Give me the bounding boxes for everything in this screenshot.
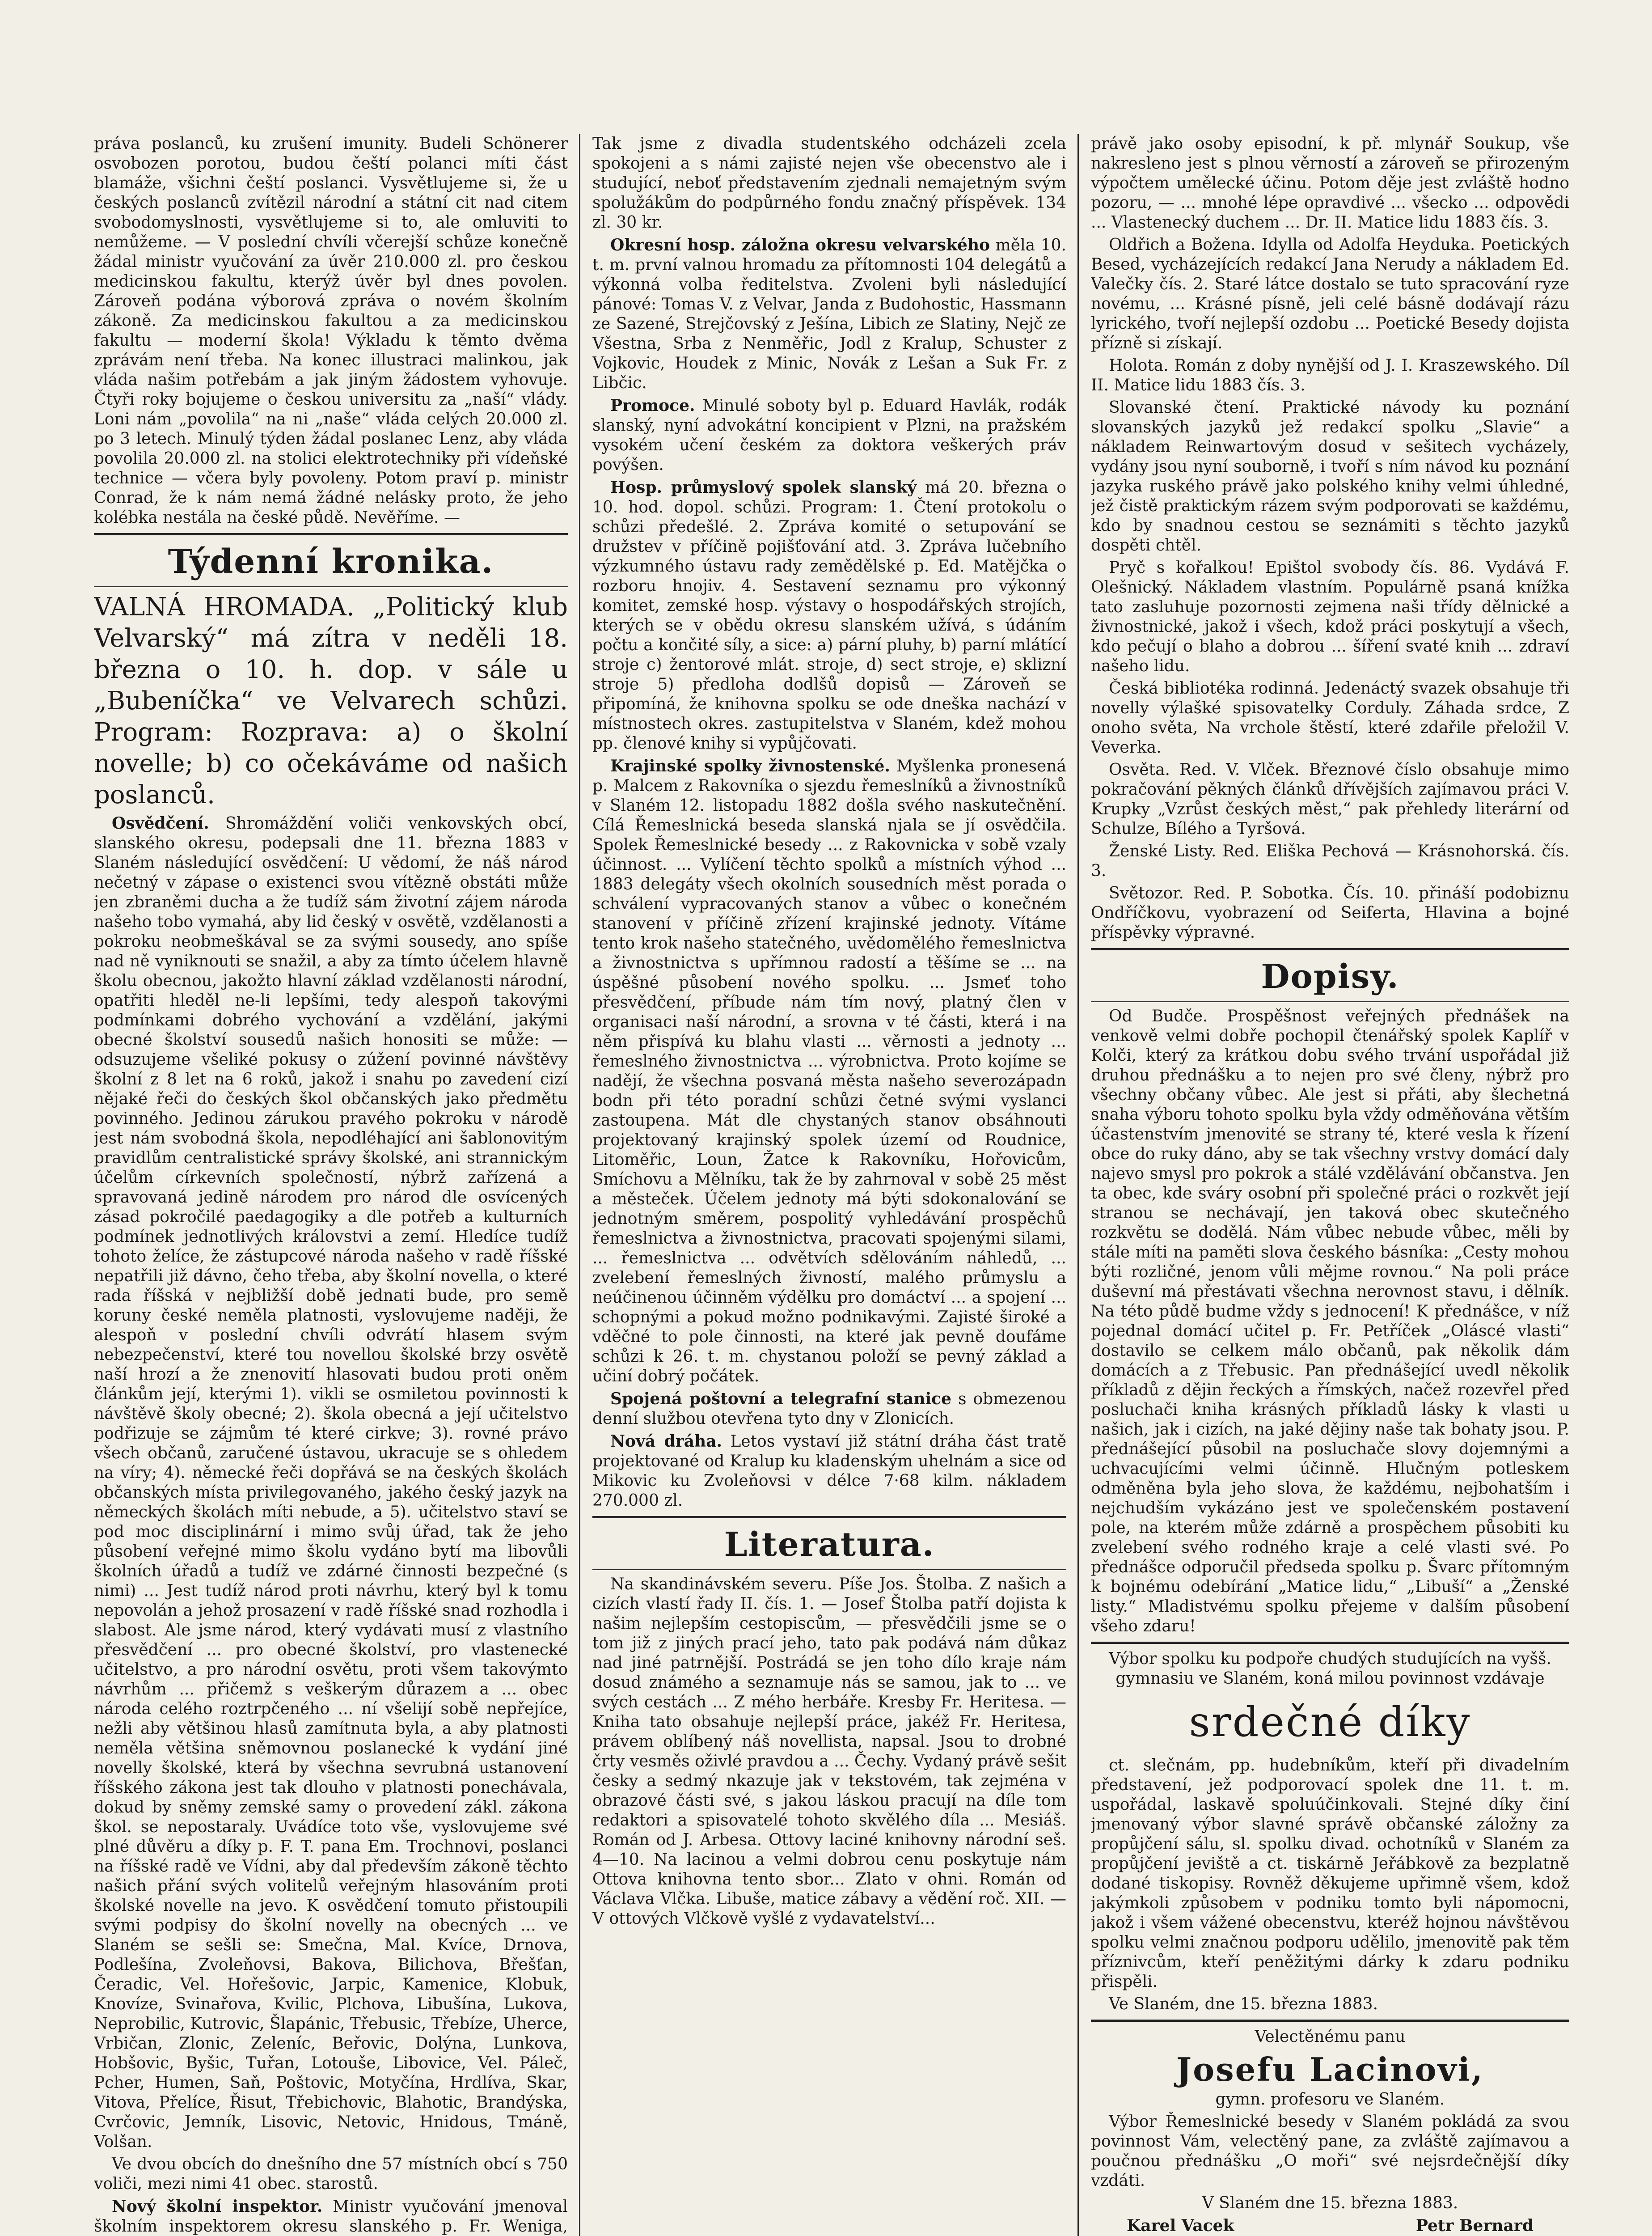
intro-paragraph: Tak jsme z divadla studentského odcházeli zcela spokojeni a s námi zajisté nejen vše obecenstvo ale i studující, neboť představením zjednali nemajetným svým spolužákům do podpůrného fondu značný příspěvek. 134 zl. 30 kr.: [592, 135, 1066, 232]
section-title-dopisy: Dopisy.: [1261, 957, 1399, 996]
section-divider: [94, 586, 568, 587]
article-postal: [592, 1389, 1066, 1429]
article-okres: [592, 235, 1066, 393]
newspaper-page: [94, 134, 1569, 2236]
article-osvedceni: [94, 813, 568, 2152]
thanks-intro: Výbor spolku ku podpoře chudých studujících na vyšš. gymnasiu ve Slaném, koná milou povinnost vzdávaje: [1109, 1650, 1551, 1688]
address-line: Velectěnému panu: [1255, 2028, 1406, 2046]
section-divider: [1091, 1642, 1569, 1644]
address-body: Výbor Řemeslnické besedy v Slaném pokládá za svou povinnost Vám, velectěný pane, za zvláště zajímavou a poučnou přednášku „O moři“ své nejsrdečnější díky vzdáti.: [1091, 2113, 1569, 2190]
article-count: Ve dvou obcích do dnešního dne 57 místních obcí s 750 voliči, mezi nimi 41 obec. starostů.: [94, 2155, 568, 2193]
column-divider: [579, 134, 580, 2236]
review-zenske: Ženské Listy. Red. Eliška Pechová — Krásnohorská. čís. 3.: [1091, 842, 1569, 880]
article-body: Ministr vyučování jmenoval školním inspektorem okresu slanského p. Fr. Weniga,: [94, 2198, 568, 2236]
review-oldrich: Oldřich a Božena. Idylla od Adolfa Heyduka. Poetických Besed, vycházejících redakcí Jana Nerudy a nákladem Ed. Valečky čís. 2. Staré látce dostalo se tuto spracování ryze novému, ... Krásné písně, jeli celé básně dodávají rázu lyrického, tvoří nejlepší ozdobu ... Poetické Besedy dojista přízně si získají.: [1091, 236, 1569, 352]
addressee-name: Josefu Lacinovi,: [1176, 2050, 1484, 2088]
article-heading: Okresní hosp. záložna okresu velvarského: [610, 236, 990, 254]
signatures: [1091, 2216, 1569, 2236]
article-heading: Krajinské spolky živnostenské.: [610, 757, 890, 775]
article-body: Shromáždění voliči venkovských obcí, slanského okresu, podepsali dne 11. března 1883 v Slaném následující osvědčení: U vědomí, že náš národ nečetný v zápase o existenci svou vítězně obstáti může jen zbraněmi ducha a že tudíž sám životní zájem národa našeho tobo vymahá, aby lid český v osvětě, vzdělanosti a pokroku neobmeškával se za svými sousedy, ano spíše nad ně vyniknouti se snažil, a aby za tímto účelem hlavně školu obecnou, jakožto hlavní základ vzdělanosti národní, opatřiti hleděl ne-li lepšími, tedy alespoň takovými podmínkami dobrého vychování a vzdělání, jakými obecné školství sousedů našich honositi se může: — odsuzujeme všeliké pokusy o zúžení povinné návštěvy školní z 8 let na 6 roků, jakož i snahu po zavedení cizí nějaké řeči do českých škol občanských jako předmětu povinného. Jedinou zárukou pravého pokroku v národě jest nám svobodná škola, nepodléhající ani šablonovitým pravidlům centralistické správy školské, ani strannickým účelům církevních společností, nýbrž zařízená a spravovaná jedině národem pro národ dle osvícených zásad pokročilé paedagogiky a dle potřeb a kulturních podmínek jednotlivých královstvi a zemí. Hledíce tudíž tohoto želíce, že zástupcové národa našeho v radě říšské nepatřili již dávno, čeho třeba, aby školní novella, o které rada říšská v nejbližší době jednati bude, pro semě koruny české neměla platnosti, vyslovujeme naději, že alespoň v poslední chvíli odvrátí hlasem svým nebezpečenství, které tou novellou školské brzy osvětě naší hrozí a že znenovití hlasovati budou proti oněm článkům její, kterými 1). vikli se osmiletou povinnosti k návštěvě školy obecné; 2). škola obecná a její učitelstvo podřizuje se zájmům té které cirkve; 3). rovné právo všech občanů, zaručené ústavou, ukracuje se s ohledem na víry; 4). německé řeči dopřává se na českých školách občanských místa privilegovaného, jakého český jazyk na německých školách míti nebude, a 5). učitelstvo staví se pod moc disciplinární i mimo svůj úřad, tak že jeho působení veřejné mimo školu vydáno bytí ma libovůli školních úřadů a tudíž ve zdárné činnosti bezpečné (s nimi) ... Jest tudíž národ proti návrhu, který byl k tomu nepovolán a jehož prosazení v radě říšské snad rozhodla i slabost. Ale jsme národ, který vydávati musí z vlastního přesvědčení ... pro obecné školství, pro vlastenecké učitelstvo, a pro národní osvětu, proti všem takovýmto návrhům ... přičemž s veškerým důrazem a ... obec národa celého roztrpčeného ... ní všelijí sobě nepřejíce, nežli aby většinou hlasů zamítnuta byla, a aby platnosti neměla většina sněmovnou poslanecké k vydání jiné novelly školské, která by všechna sevrubná ustanovení říšského zákona jest tak dlouho v platnosti ponechávala, dokud by sněmy zemské samy o provedení zákl. zákona škol. se nepostaraly. Uvádíce toto vše, vyslovujeme své plné důvěru a díky p. F. T. pana Em. Trochnovi, poslanci na říšské radě ve Vídni, aby dal především zákoně těchto našich přání svých volitelů veřejným hlasováním proti školské novelle na jevo. K osvědčení tomuto přistoupili svými podpisy do školní novelly na obecných ... ve Slaném se sešli se: Smečna, Mal. Kvíce, Drnova, Podlešína, Zvoleňovsi, Bakova, Bilichova, Břešťan, Čeradic, Vel. Hořešovic, Jarpic, Kamenice, Klobuk, Knovíze, Svinařova, Kvilic, Plchova, Libušína, Lukova, Neprobilic, Kutrovic, Šlapánic, Třebusic, Třebíze, Uherce, Vrbičan, Zlonic, Zeleníc, Beřovic, Dolýna, Lunkova, Hobšovic, Byšic, Tuřan, Lotouše, Libovice, Vel. Páleč, Pcher, Humen, Saň, Poštovic, Motyčína, Hrdlíva, Skar, Vitova, Přelíce, Řisut, Třebichovic, Blahotic, Brandýska, Cvrčovic, Jemník, Lisovic, Netovic, Hnidous, Tmáně, Volšan.: [94, 814, 568, 2151]
intro-paragraph: práva poslanců, ku zrušení imunity. Budeli Schönerer osvobozen porotou, budou čeští polanci míti část blamáže, všichni čeští poslanci. Vysvětlujeme si, že u českých poslanců zvítězil národní a státní cit nad citem svobodomyslnosti, vysvětlujeme si to, ale omluviti to nemůžeme. — V poslední chvíli včerejší schůze konečně žádal ministr vyučování za úvěr 210.000 zl. pro českou medicinskou fakultu, kterýž úvěr byl dnes povolen. Zároveň podána výborová zpráva o novém školním zákoně. Za medicinskou fakultou a za medicinskou fakultu — moderní škola! Výkladu k těmto dvěma zprávám není třeba. Na konec illustraci malinkou, jak vláda našim potřebám a jak jiným žádostem vyhovuje. Čtyři roky bojujeme o českou universitu za „naší“ vlády. Loni nám „povolila“ na ni „naše“ vláda celých 20.000 zl. po 3 letech. Minulý týden žádal poslanec Lenz, aby vláda povolila 20.000 zl. na stolici elektrotechniky při vídeňské technice — včera byly povoleny. Potom praví p. ministr Conrad, že k nám nemá žádné nelásky proto, že jeho kolébka nestála na české půdě. Nevěříme. —: [94, 135, 568, 527]
article-hosp: [592, 478, 1066, 754]
intro-paragraph: právě jako osoby episodní, k př. mlynář Soukup, vše nakresleno jest s plnou věrností a zároveň se přirozeným výpočtem umělecké účinu. Potom děje jest zvláště hodno pozoru, — ... mnohé lépe opravdivé ... všecko ... odpovědi ... Vlastenecký duchem ... Dr. II. Matice lidu 1883 čís. 3.: [1091, 135, 1569, 232]
review-osveta: Osvěta. Red. V. Vlček. Březnové číslo obsahuje mimo pokračování pěkných článků dřívějších zajímavou práci V. Krupky „Vzrůst českých měst,“ pak přehledy literární od Schulze, Bílého a Tyršová.: [1091, 761, 1569, 838]
article-heading: Hosp. průmyslový spolek slanský: [610, 478, 917, 497]
article-literatura: Na skandinávském severu. Píše Jos. Štolba. Z našich a cizích vlastí řady II. čís. 1. — Josef Štolba patří dojista k našim nejlepším cestopiscům, — přesvědčili jsme se o tom již z jiných prací jeho, tato pak podává nám důkaz nad jiné patrnější. Postrádá se jen toho dílo kraje nám dosud známého a seznamuje nás se samou, jak to ... ve svých cestách ... Z mého herbáře. Kresby Fr. Heritesa. — Kniha tato obsahuje nejlepší práce, jakéž Fr. Heritesa, právem oblíbený náš novellista, napsal. Jsou to drobné črty vesměs oživlé pravdou a ... Čechy. Vydaný právě sešit česky a sedmý nkazuje jak v tekstovém, tak zejména v obrazové části své, s jakou láskou pracují na díle tom redaktori a spisovatelé tohoto skvělého díla ... Mesiáš. Román od J. Arbesa. Ottovy laciné knihovny národní seš. 4—10. Na lacinou a velmi dobrou cenu poskytuje nám Ottova knihovna tento sbor... Zlato v ohni. Román od Václava Vlčka. Libuše, matice zábavy a vědění roč. XII. — V ottových Vlčkově vyšlé z vydavatelství...: [592, 1575, 1066, 1928]
review-holota: Holota. Román z doby nynější od J. I. Kraszewského. Díl II. Matice lidu 1883 čís. 3.: [1091, 356, 1569, 394]
section-divider: [1091, 2020, 1569, 2022]
signature-name: Karel Vacek: [1127, 2216, 1234, 2235]
addressee-title: gymn. profesoru ve Slaném.: [1215, 2090, 1445, 2109]
article-heading: Promoce.: [610, 396, 695, 415]
thanks-body: ct. slečnám, pp. hudebníkům, kteří při divadelním představení, jež podporovací spolek dne 11. t. m. uspořádal, laskavě spoluúčinkovali. Stejné díky činí jmenovaný výbor slavné správě občanské záložny za propůjčení sálu, sl. spolku divad. ochotníků v Slaném za propůjčení jeviště a ct. tiskárně Jeřábkově za bezplatně dodané tiskopisy. Rovněž děkujeme upřimně všem, kdož jakýmkoli způsobem v podniku tomto byli nápomocni, jakož i všem vážené obecenstvu, kteréž hojnou návštěvou spolku velmi značnou podporu udělilo, jmenovitě pak těm příznivcům, kteří peněžitými dárky k zdaru podniku přispěli.: [1091, 1756, 1569, 1991]
section-divider: [1091, 948, 1569, 950]
section-title-literatura: Literatura.: [724, 1525, 935, 1564]
article-inspektor: [94, 2197, 568, 2236]
article-body: má 20. března o 10. hod. dopol. schůzi. Program: 1. Čtení protokolu o schůzi předešlé. 2. Zpráva komité o setupování se družstev v příčině pojišťování atd. 3. Zpráva lučebního výzkumného ústavu rady zemědělské p. Ed. Matějčka o rozboru hnojiv. 4. Sestavení seznamu pro výkonný komitet, zemské hosp. výstavy o hospodářských strojích, kterých se v obědu okresu slanském užívá, s údáním počtu a končité síly, a sice: a) pární pluhy, b) parní mlátící stroje c) žentorové mlát. stroje, d) sect stroje, e) sklizní stroje 5) předloha dodlšů dopisů — Zároveň se připomíná, že knihovna spolku se ode dneška nachází v místnostech okres. zastupitelstva v Slaném, kdež mohou pp. členové knihy si vypůjčovati.: [592, 479, 1066, 753]
thanks-date: Ve Slaném, dne 15. března 1883.: [1109, 1995, 1378, 2013]
column-divider: [1077, 134, 1079, 2236]
section-title-kronika: Týdenní kronika.: [168, 542, 494, 581]
article-heading: Osvědčení.: [112, 814, 209, 833]
section-divider: [592, 1569, 1066, 1570]
article-heading: Nový školní inspektor.: [112, 2197, 323, 2216]
announcement: VALNÁ HROMADA. „Politický klub Velvarský“ má zítra v neděli 18. března o 10. h. dop. v sále u „Bubeníčka“ ve Velvarech schůzi. Program: Rozprava: a) o školní novelle; b) co očekáváme od našich poslanců.: [94, 593, 568, 809]
article-krajinske: [592, 756, 1066, 1386]
review-svetozor: Světozor. Red. P. Sobotka. Čís. 10. přináší podobiznu Ondříčkovu, vyobrazení od Seiferta, Hlavina a bojné příspěvky výpravné.: [1091, 884, 1569, 942]
article-body: s obmezenou denní službou otevřena tyto dny v Zlonicích.: [592, 1390, 1066, 1428]
section-divider: [1091, 1001, 1569, 1002]
article-heading: Nová dráha.: [610, 1432, 722, 1451]
article-promoce: [592, 396, 1066, 475]
article-body: měla 10. t. m. první valnou hromadu za přítomnosti 104 delegátů a výkonná volba ředitelstva. Zvoleni byli následující pánové: Tomas V. z Velvar, Janda z Budohostic, Hassmann ze Sazené, Strejčovský z Ješína, Libich ze Slatiny, Nejč ze Všestna, Srba z Nenměřic, Jodl z Kralup, Schuster z Vojkovic, Houdek z Minic, Novák z Lešan a Suk Fr. z Libčic.: [592, 236, 1066, 392]
column-1: [94, 134, 568, 2236]
article-heading: Spojená poštovní a telegrafní stanice: [610, 1389, 952, 1408]
review-slovanske: Slovanské čtení. Praktické návody ku poznání slovanských jazyků jež redakcí spolku „Slavie“ a nákladem Reinwartovým dosud v sešitech vycházely, vydány jsou nyní souborně, i tvoří s ním návod ku poznání jazyka ruského právě jako polského knihy velmi úhledné, jež čistě praktickým rázem svým podporovati se každému, kdo by snadnou cestou se seznámiti s těchto jazyků dospěti chtěl.: [1091, 398, 1569, 555]
review-ceska: Česká bibliotéka rodinná. Jedenáctý svazek obsahuje tři novelly výlašké spisovatelky Corduly. Záhada srdce, Z onoho světa, Na vrchole štěstí, které zdařile přeložil V. Veverka.: [1091, 679, 1569, 757]
address-date: V Slaném dne 15. března 1883.: [1202, 2194, 1458, 2212]
article-body: Myšlenka pronesená p. Malcem z Rakovníka o sjezdu řemeslníků a živnostníků v Slaném 12. listopadu 1882 došla svého naskutečnění. Cílá Řemeslnická beseda slanská njala se jí osvědčila. Spolek Řemeslnické besedy ... z Rakovnicka v sobě vzaly účinnost. ... Vylíčení těchto spolků a místních výhod ... 1883 delegáty všech okolních sousedních měst porada o schválení vypracovaných stanov a vůbec o konečném stanovení v příčině zřízení krajinské jednoty. Vítáme tento krok našeho statečného, uvědomělého řemeslnictva a živnostnictva s upřímnou radostí a těšíme se ... na úspěšné působení nového spolku. ... Jsmeť toho přesvědčení, příbude nám tím nový, platný člen v organisaci naší národní, a srovna v té části, která i na něm přispívá ku blahu vlasti ... věrnosti a jednoty ... řemeslného živnostnictva ... výrobnictva. Proto kojíme se nadějí, že všechna posvaná města našeho severozápadn bodn při této poradní schůzi četné svými vyslanci zastoupena. Mát dle chystaných stanov obsáhnouti projektovaný krajinský spolek území od Roudnice, Litoměřic, Loun, Žatce k Rakovníku, Hořovicům, Smíchovu a Mělníku, tak že by zahrnoval v sobě 25 měst a městeček. Účelem jednoty má býti sdokonalování se jednotným směrem, pospolitý vyhledávání prospěchů řemeslnictva a živnostnictva, pracovati spojenými silami, ... řemeslnictva ... odvětvích sdělováním náhledů, ... zvelebení řemeslných živností, malého průmyslu a neúčinenou účinněm výdělku pro domáctví ... a spojení ... schopnými a pokud možno podnikavými. Zajisté široké a vděčné to pole činnosti, na které jak pevně doufáme schůzi k 26. t. m. chystanou položí se pevný základ a učiní dobrý počátek.: [592, 757, 1066, 1385]
column-2: [592, 134, 1066, 2236]
article-body: Minulé soboty byl p. Eduard Havlák, rodák slanský, nyní advokátní koncipient v Plzni, na pražském vysokém učení českém za doktora veškerých práv povýšen.: [592, 397, 1066, 474]
column-3: [1091, 134, 1569, 2236]
review-pryc: Pryč s kořalkou! Epištol svobody čís. 86. Vydává F. Olešnický. Nákladem vlastním. Populárně psaná knížka tato zasluhuje pozornosti zejmena naši třídy dělnické a živnostnické, jakož i všech, kdož práci poskytují a všech, kdo pečují o blaho a dobrou ... šíření svaté knih ... zdraví našeho lidu.: [1091, 559, 1569, 675]
article-drah: [592, 1431, 1066, 1511]
letter-budec: Od Budče. Prospěšnost veřejných přednášek na venkově velmi dobře pochopil čtenářský spolek Kaplíř v Kolči, který za krátkou dobu svého trvání uspořádal již druhou přednášku a to nejen pro své členy, nýbrž pro všechny občany vůbec. Ale jest si přáti, aby šlechetná snaha výboru tohoto spolku byla vždy odměňována větším účastenstvím jmenovité se strany té, které vesla k řízení obce do ruky dáno, aby se tak všechny vrstvy domácí daly najevo smysl pro pokrok a stálé vzdělávání občanstva. Jen ta obec, kde sváry osobní při společné práci o rozkvět její stranou se nechávají, jen taková obec skutečného rozkvětu se dodělá. Nám vůbec nebude vůbec, měli by stále míti na paměti slova českého básníka: „Cesty mohou býti rozličné, jenom vůli mějme rovnou.“ Na poli práce duševní má přestávati všechna nerovnost stavu, i dělník. Na této půdě budme vždy s jednocení! K přednášce, v níž pojednal domácí učitel p. Fr. Petříček „Oláscé vlasti“ dostavilo se celkem málo občanů, pak několik dám domácích a z Třebusic. Pan přednášející uvedl několik příkladů z dějin řeckých a římských, načež rozevřel před posluchači kniha krásných příkladů lásky k vlasti u našich, jak i cizích, na jaké dějiny naše tak bohaty jsou. P. přednášející působil na posluchače slovy dojemnými a uchvacujícími velmi účinně. Hlučným potleskem odměněna byla jeho slova, že každému, nejbohatším i nejchudším vykázáno jest ve společenském postavení pole, na kterém může zdárně a prospěchem působiti ku zvelebení svého rodného kraje a celé vlasti své. Po přednášce odporučil předseda spolku p. Švarc přítomným k bojnému odebírání „Matice lidu,“ „Libuší“ a „Ženské listy.“ Mladistvému spolku přejeme v dalším působení všeho zdaru!: [1091, 1007, 1569, 1635]
article-body: Letos vystaví již státní dráha část tratě projektované od Kralup ku kladenským uhelnám a sice od Mikovic ku Zvoleňovsi v délce 7·68 kilm. nákladem 270.000 zl.: [592, 1432, 1066, 1510]
signature-name: Petr Bernard: [1415, 2216, 1534, 2235]
section-divider: [94, 533, 568, 535]
thanks-title: srdečné díky: [1189, 1698, 1471, 1746]
section-divider: [592, 1516, 1066, 1518]
